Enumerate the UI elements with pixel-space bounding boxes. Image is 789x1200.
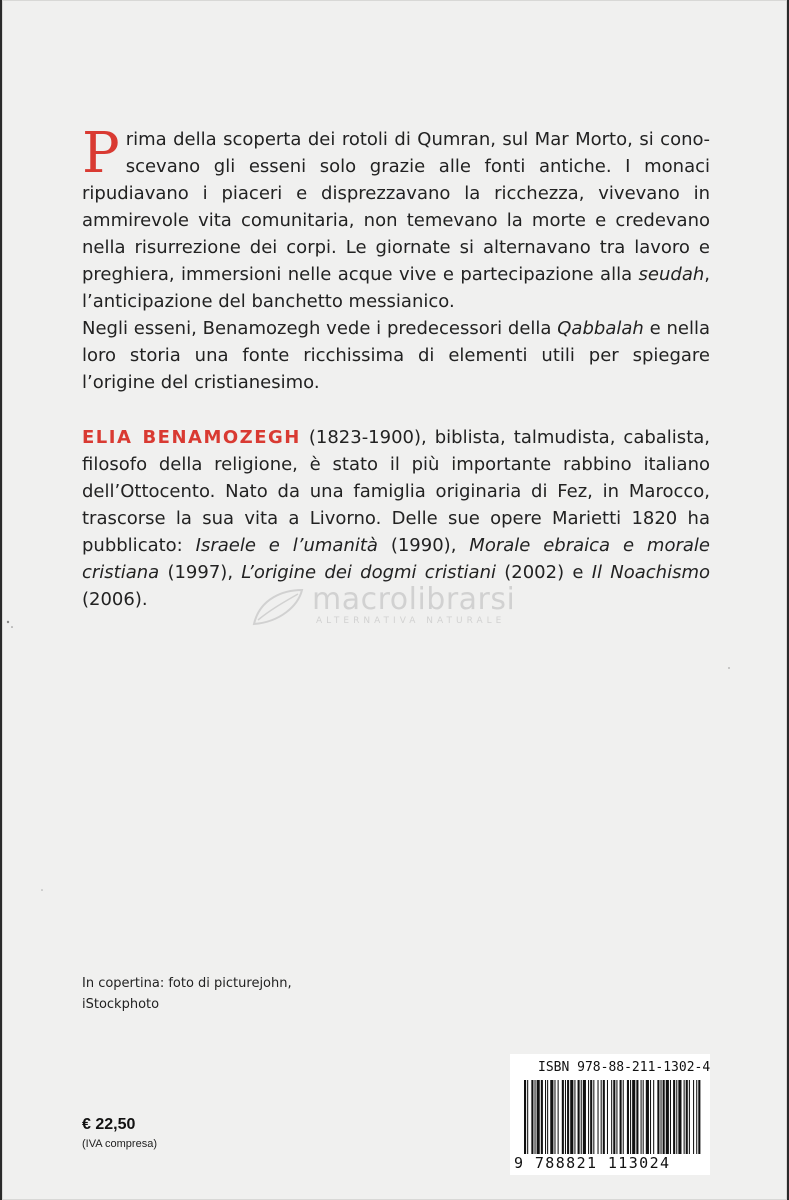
blurb-paragraph-1: Prima della scoperta dei rotoli di Qumran, sul Mar Morto, si conoscevano gli esseni solo grazie alle fonti antiche. I monaci ripudiavano i piaceri e disprezzavano la ricchezza, vivevano in ammirevole vita comunitaria, non temevano la morte e credevano nella risurrezione dei corpi. Le giornate si alternavano tra lavoro e preghiera, immersioni nelle acque vive e partecipazione alla seudah, l’anticipazione del banchetto messianico. xyxy=(82,121,710,312)
barcode-bar xyxy=(620,1080,622,1154)
barcode-bar xyxy=(607,1080,608,1154)
barcode-digits: 9 788821 113024 xyxy=(514,1154,671,1172)
barcode-label xyxy=(510,1054,710,1175)
barcode-bar xyxy=(661,1080,662,1154)
author-bio: ELIA BENAMOZEGH (1823-1900), biblista, talmudista, cabalista, filosofo della religione, è stato il più importante rabbino italiano dell’Ottocento. Nato da una famiglia originaria di Fez, in Marocco, trascorse la sua vita a Livorno. Delle sue opere Marietti 1820 ha pubblicato: Israele e l’umanità (1990), Morale ebraica e morale cristiana (1997), L’origine dei dogmi cristiani (2002) e Il Noachismo (2006). xyxy=(82,427,710,610)
watermark-subtitle: ALTERNATIVA NATURALE xyxy=(316,616,506,626)
barcode-bar xyxy=(545,1080,546,1154)
barcode-bar xyxy=(603,1080,605,1154)
barcode-bar xyxy=(541,1080,543,1154)
barcode-bar xyxy=(531,1080,533,1154)
barcode-bar xyxy=(643,1080,644,1154)
barcode-bar xyxy=(632,1080,635,1154)
barcode-bar xyxy=(666,1080,669,1154)
barcode-bar xyxy=(527,1080,528,1154)
barcode-bar xyxy=(578,1080,580,1154)
watermark xyxy=(250,582,550,632)
barcode-bar xyxy=(673,1080,675,1154)
barcode-icon xyxy=(522,1080,702,1154)
barcode-bar xyxy=(657,1080,659,1154)
barcode-bar xyxy=(630,1080,631,1154)
leaf-logo-icon xyxy=(250,586,306,628)
barcode-bar xyxy=(636,1080,638,1154)
barcode-bar xyxy=(616,1080,617,1154)
barcode-bar xyxy=(574,1080,575,1154)
drop-cap: P xyxy=(82,121,120,186)
barcode-bar xyxy=(588,1080,589,1154)
barcode-bar xyxy=(535,1080,536,1154)
back-cover xyxy=(2,0,787,1200)
barcode-bar xyxy=(583,1080,586,1154)
watermark-title: macrolibrarsi xyxy=(312,582,516,617)
barcode-bar xyxy=(663,1080,665,1154)
isbn-text: ISBN 978-88-211-1302-4 xyxy=(538,1060,711,1075)
barcode-bar xyxy=(641,1080,642,1154)
barcode-bar xyxy=(653,1080,654,1154)
barcode-bar xyxy=(696,1080,697,1154)
barcode-bar xyxy=(581,1080,582,1154)
barcode-bar xyxy=(698,1080,700,1154)
barcode-bar xyxy=(627,1080,629,1154)
blurb-text-block xyxy=(82,121,710,613)
barcode-bar xyxy=(613,1080,615,1154)
blurb-paragraph-2: Negli esseni, Benamozegh vede i predecessori della Qabbalah e nella loro storia una fonte ricchissima di elementi utili per spiegare l’origine del cristianesimo. xyxy=(82,318,710,393)
cover-credit: In copertina: foto di picturejohn, iStockphoto xyxy=(82,976,292,1012)
barcode-bar xyxy=(598,1080,599,1154)
barcode-bar xyxy=(650,1080,651,1154)
author-name: ELIA BENAMOZEGH xyxy=(82,427,301,448)
barcode-bar xyxy=(524,1080,526,1154)
barcode-bar xyxy=(623,1080,624,1154)
barcode-bar xyxy=(676,1080,677,1154)
barcode-bar xyxy=(670,1080,671,1154)
barcode-bar xyxy=(590,1080,592,1154)
barcode-bar xyxy=(678,1080,681,1154)
barcode-bar xyxy=(554,1080,555,1154)
barcode-bar xyxy=(565,1080,566,1154)
barcode-bar xyxy=(593,1080,594,1154)
barcode-bar xyxy=(547,1080,548,1154)
barcode-bar xyxy=(562,1080,564,1154)
barcode-bar xyxy=(550,1080,553,1154)
barcode-bar xyxy=(684,1080,685,1154)
barcode-bar xyxy=(558,1080,559,1154)
vat-note: (IVA compresa) xyxy=(82,1138,157,1150)
barcode-bar xyxy=(646,1080,649,1154)
barcode-bar xyxy=(686,1080,688,1154)
price: € 22,50 xyxy=(82,1116,136,1133)
barcode-bar xyxy=(601,1080,602,1154)
barcode-bar xyxy=(567,1080,569,1154)
barcode-bar xyxy=(693,1080,694,1154)
barcode-bar xyxy=(537,1080,540,1154)
barcode-bar xyxy=(689,1080,690,1154)
barcode-bar xyxy=(570,1080,573,1154)
barcode-bar xyxy=(611,1080,612,1154)
